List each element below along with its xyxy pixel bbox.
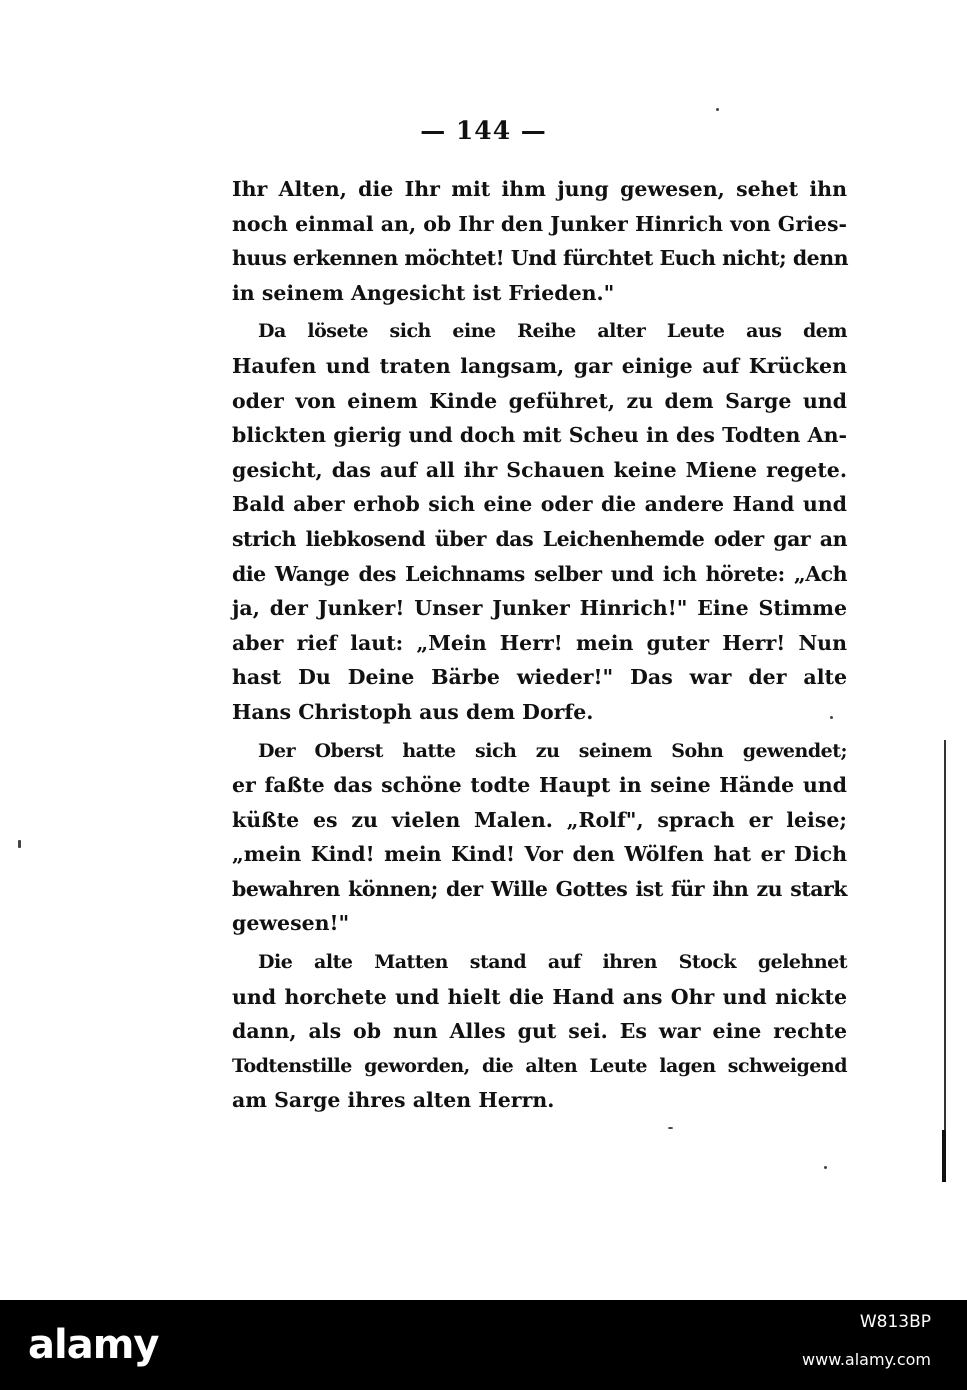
scan-speck <box>668 1127 673 1129</box>
footer-url: www.alamy.com <box>802 1350 931 1369</box>
text-line: „mein Kind! mein Kind! Vor den Wölfen hat er Dich <box>232 842 847 867</box>
text-line: huus erkennen möchtet! Und fürchtet Euch nicht; denn <box>232 246 849 271</box>
text-line: noch einmal an, ob Ihr den Junker Hinrich von Gries- <box>232 211 847 236</box>
body-text <box>232 172 847 1118</box>
text-line: Der Oberst hatte sich zu seinem Sohn gewendet; <box>258 739 847 762</box>
text-line: die Wange des Leichnams selber und ich hörete: „Ach <box>232 561 847 586</box>
text-line: strich liebkosend über das Leichenhemde oder gar an <box>232 526 847 551</box>
text-line: Hans Christoph aus dem Dorfe. <box>232 699 594 724</box>
text-line: Todtenstille geworden, die alten Leute lagen schweigend <box>232 1054 847 1077</box>
page-number: — 144 — <box>420 116 547 145</box>
text-line: oder von einem Kinde geführet, zu dem Sarge und <box>232 388 847 413</box>
image-id: W813BP <box>859 1312 931 1332</box>
text-line: Da lösete sich eine Reihe alter Leute aus dem <box>258 320 847 343</box>
text-line: in seinem Angesicht ist Frieden." <box>232 280 615 305</box>
paragraph-3 <box>232 734 847 942</box>
alamy-logo: alamy <box>28 1322 159 1368</box>
text-line: küßte es zu vielen Malen. „Rolf", sprach er leise; <box>232 807 847 832</box>
scan-speck <box>830 716 833 719</box>
scan-edge-line <box>944 740 946 1180</box>
paragraph-2 <box>232 314 847 729</box>
text-line: gewesen!" <box>232 911 350 936</box>
paragraph-4 <box>232 945 847 1118</box>
scan-speck <box>716 108 719 111</box>
text-line: dann, als ob nun Alles gut sei. Es war eine rechte <box>232 1019 847 1044</box>
text-line: am Sarge ihres alten Herrn. <box>232 1088 555 1113</box>
text-line: gesicht, das auf all ihr Schauen keine Miene regete. <box>232 457 847 482</box>
text-line: er faßte das schöne todte Haupt in seine Hände und <box>232 773 847 798</box>
text-line: hast Du Deine Bärbe wieder!" Das war der alte <box>232 665 847 690</box>
paragraph-1 <box>232 172 847 310</box>
text-line: Ihr Alten, die Ihr mit ihm jung gewesen, sehet ihn <box>232 177 847 201</box>
text-line: Bald aber erhob sich eine oder die andere Hand und <box>232 492 847 517</box>
scan-edge-mark <box>942 1130 946 1182</box>
text-line: Die alte Matten stand auf ihren Stock gelehnet <box>258 951 847 974</box>
text-line: und horchete und hielt die Hand ans Ohr und nickte <box>232 984 847 1009</box>
text-line: ja, der Junker! Unser Junker Hinrich!" Eine Stimme <box>232 596 847 621</box>
stock-footer-bar <box>0 1300 967 1390</box>
scan-speck <box>18 840 21 848</box>
text-line: bewahren können; der Wille Gottes ist für ihn zu stark <box>232 876 847 901</box>
text-line: blickten gierig und doch mit Scheu in des Todten An- <box>232 423 847 448</box>
scan-speck <box>824 1166 827 1169</box>
text-line: Haufen und traten langsam, gar einige auf Krücken <box>232 353 847 378</box>
text-line: aber rief laut: „Mein Herr! mein guter Herr! Nun <box>232 630 847 655</box>
